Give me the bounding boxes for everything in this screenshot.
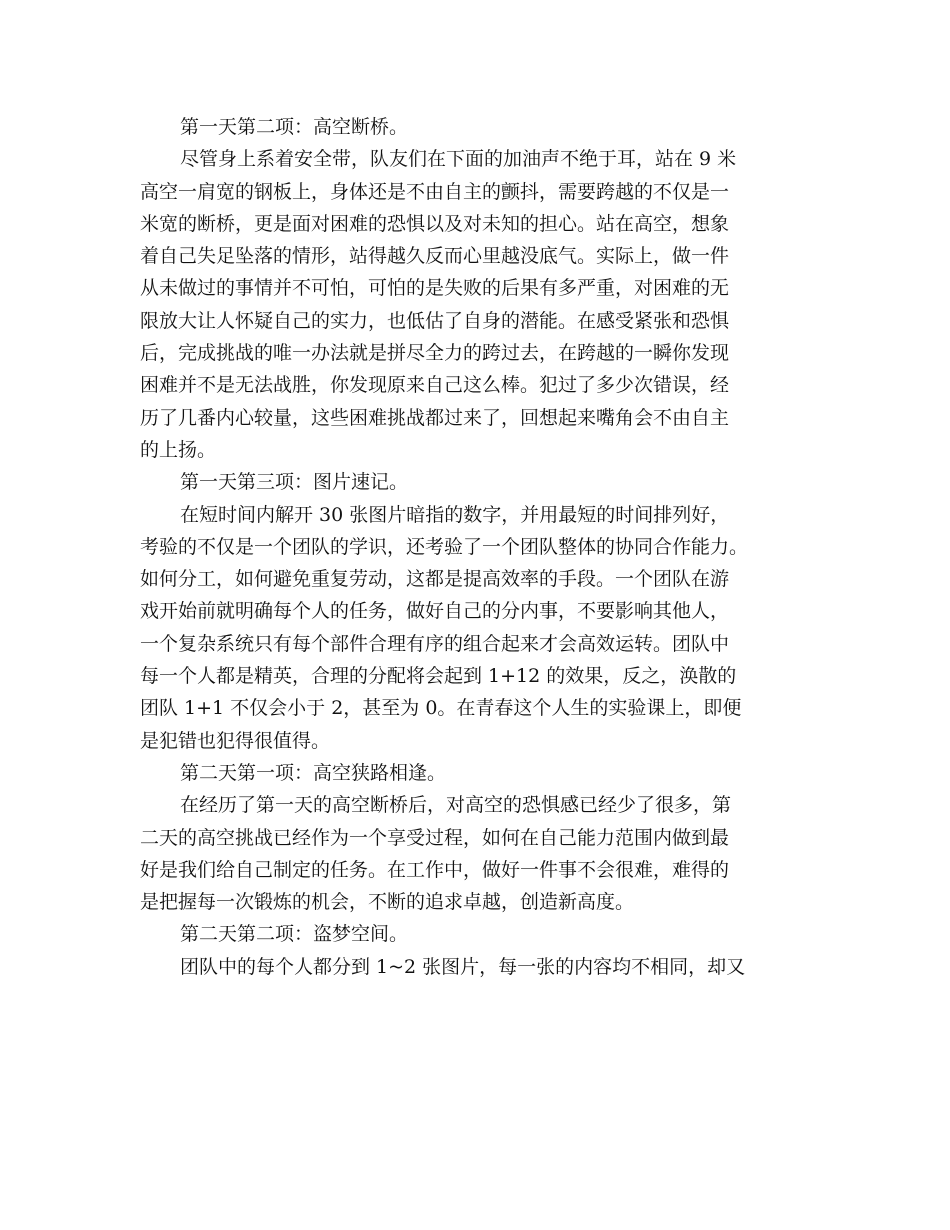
paragraph-line: 着自己失足坠落的情形，站得越久反而心里越没底气。实际上，做一件 (140, 245, 730, 268)
paragraph-line: 后，完成挑战的唯一办法就是拼尽全力的跨过去，在跨越的一瞬你发现 (140, 342, 730, 365)
paragraph-line: 如何分工，如何避免重复劳动，这都是提高效率的手段。一个团队在游 (140, 568, 730, 591)
paragraph-line: 从未做过的事情并不可怕，可怕的是失败的后果有多严重，对困难的无 (140, 277, 730, 300)
paragraph-line: 尽管身上系着安全带，队友们在下面的加油声不绝于耳，站在 9 米 (180, 148, 737, 171)
paragraph-line: 历了几番内心较量，这些困难挑战都过来了，回想起来嘴角会不由自主 (140, 406, 730, 429)
paragraph-line: 戏开始前就明确每个人的任务，做好自己的分内事，不要影响其他人， (140, 600, 730, 623)
paragraph-line: 每一个人都是精英，合理的分配将会起到 1+12 的效果，反之，涣散的 (140, 665, 737, 688)
section-heading: 第一天第三项：图片速记。 (180, 471, 409, 494)
section-heading: 第二天第一项：高空狭路相逢。 (180, 761, 447, 784)
paragraph-line: 困难并不是无法战胜，你发现原来自己这么棒。犯过了多少次错误，经 (140, 374, 730, 397)
paragraph-line: 是犯错也犯得很值得。 (140, 729, 331, 752)
paragraph-line: 的上扬。 (140, 438, 217, 461)
paragraph-line: 高空一肩宽的钢板上，身体还是不由自主的颤抖，需要跨越的不仅是一 (140, 180, 730, 203)
section-heading: 第二天第二项：盗梦空间。 (180, 923, 409, 946)
paragraph-line: 团队中的每个人都分到 1~2 张图片，每一张的内容均不相同，却又 (180, 955, 746, 978)
paragraph-line: 在短时间内解开 30 张图片暗指的数字，并用最短的时间排列好， (180, 503, 730, 526)
paragraph-line: 限放大让人怀疑自己的实力，也低估了自身的潜能。在感受紧张和恐惧 (140, 309, 730, 332)
paragraph-line: 米宽的断桥，更是面对困难的恐惧以及对未知的担心。站在高空，想象 (140, 212, 730, 235)
section-heading: 第一天第二项：高空断桥。 (180, 116, 409, 138)
paragraph-line: 是把握每一次锻炼的机会，不断的追求卓越，创造新高度。 (140, 891, 635, 914)
paragraph-line: 好是我们给自己制定的任务。在工作中，做好一件事不会很难，难得的 (140, 858, 730, 881)
paragraph-line: 团队 1+1 不仅会小于 2，甚至为 0。在青春这个人生的实验课上，即便 (140, 697, 742, 720)
paragraph-line: 考验的不仅是一个团队的学识，还考验了一个团队整体的协同合作能力。 (140, 535, 749, 558)
document-body (140, 111, 820, 983)
paragraph-line: 二天的高空挑战已经作为一个享受过程，如何在自己能力范围内做到最 (140, 826, 730, 849)
paragraph-line: 一个复杂系统只有每个部件合理有序的组合起来才会高效运转。团队中 (140, 632, 730, 655)
paragraph-line: 在经历了第一天的高空断桥后，对高空的恐惧感已经少了很多，第 (180, 794, 732, 817)
